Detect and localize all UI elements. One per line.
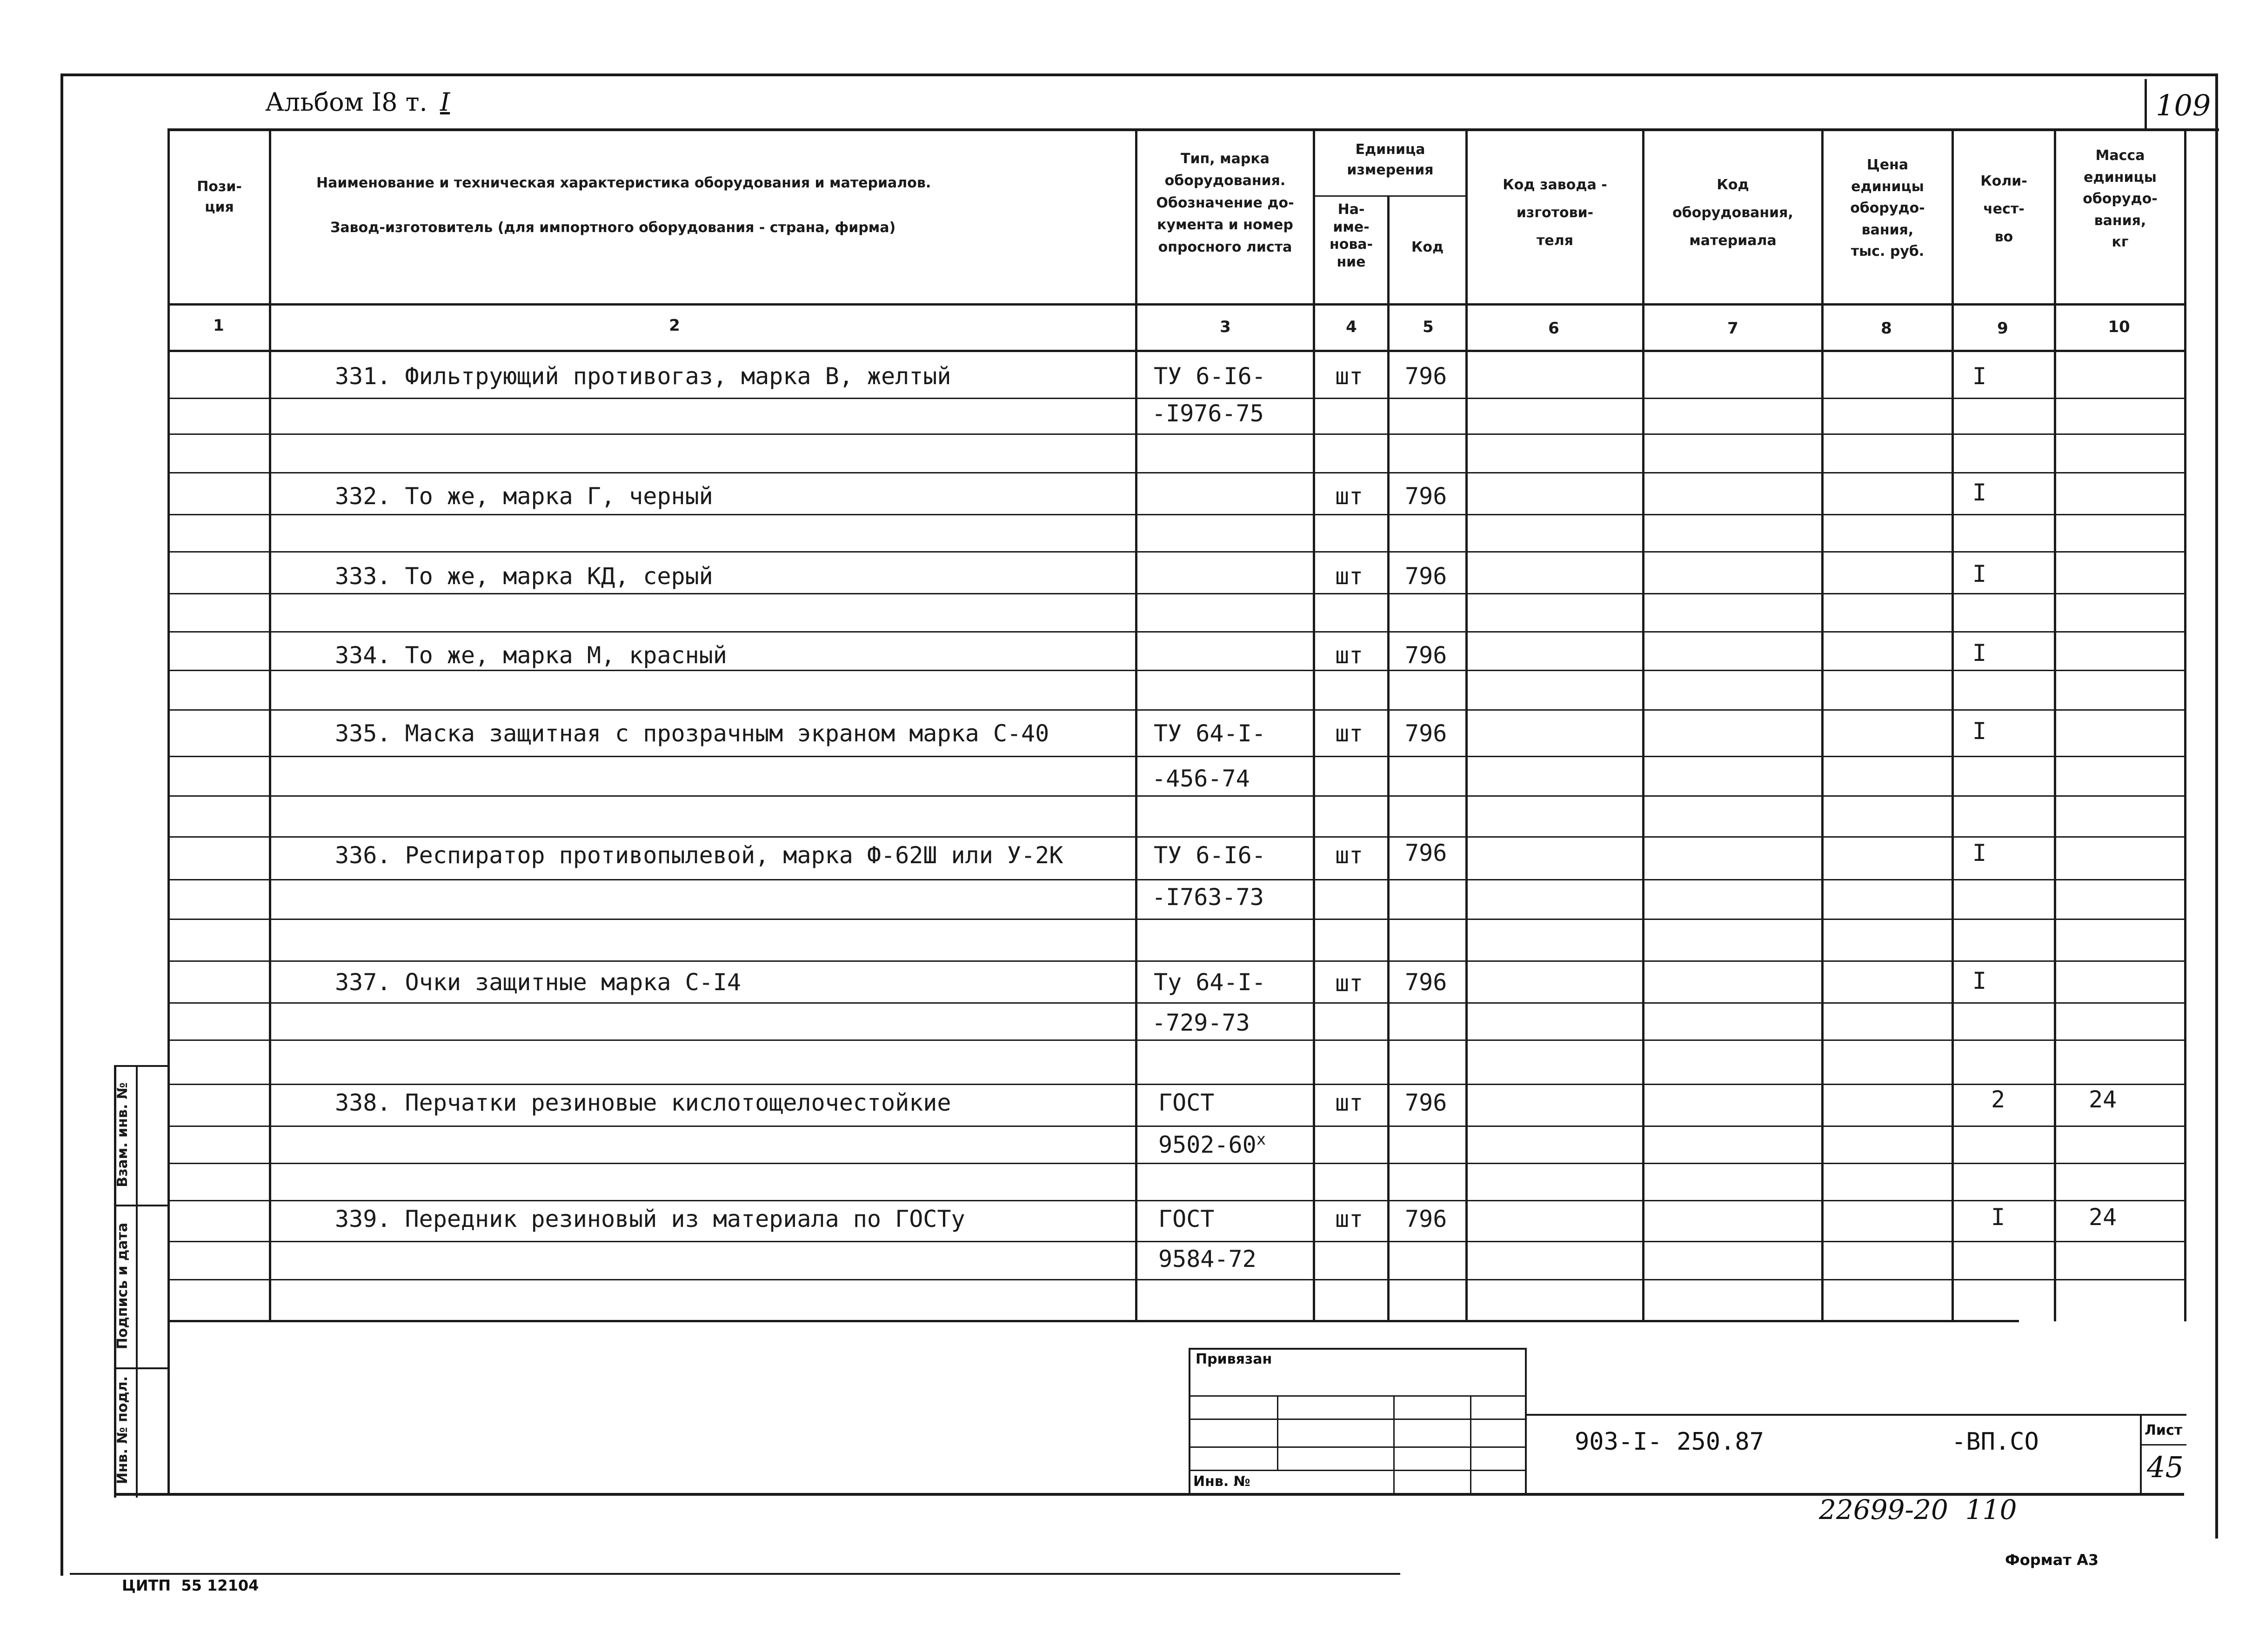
col-line-6 — [1642, 128, 1644, 1321]
col-line-left — [167, 128, 170, 1493]
row-type-line2: -729-73 — [1152, 1009, 1250, 1036]
row-type-line2-sup: х — [1256, 1130, 1266, 1149]
row-code: 796 — [1405, 642, 1447, 669]
col-header-price: Цена единицы оборудо- вания, тыс. руб. — [1850, 157, 1925, 260]
row-line — [167, 1039, 2186, 1041]
row-unit: шт — [1335, 363, 1363, 390]
handwritten-number: 22699-20 110 — [1819, 1494, 2017, 1525]
tb-col3 — [1470, 1395, 1471, 1493]
row-qty: I — [1972, 718, 1987, 745]
row-name: 337. Очки защитные марка С-I4 — [335, 969, 741, 996]
row-type-line1: ТУ 6-I6- — [1154, 842, 1266, 869]
col-number: 9 — [1997, 319, 2008, 338]
row-code: 796 — [1405, 363, 1447, 390]
row-unit: шт — [1335, 970, 1363, 997]
col-header-qty: Коли- чест- во — [1980, 173, 2027, 245]
row-unit: шт — [1335, 842, 1363, 869]
row-line — [167, 919, 2186, 920]
side-stamp-sign-date: Подпись и дата — [114, 1222, 131, 1350]
row-line — [167, 433, 2186, 435]
tb-row4 — [1189, 1470, 1526, 1471]
row-type-line2 — [1158, 1130, 1266, 1159]
row-line — [167, 1126, 2186, 1127]
col-line-9 — [2054, 128, 2056, 1321]
row-name: 333. То же, марка КД, серый — [335, 563, 713, 590]
row-code: 796 — [1405, 839, 1447, 866]
row-code: 796 — [1405, 1206, 1447, 1232]
row-type-line2: -I763-73 — [1152, 884, 1264, 911]
tb-row1 — [1189, 1395, 1526, 1397]
tb-inv-no: Инв. № — [1193, 1473, 1250, 1490]
row-qty: I — [1972, 560, 1987, 587]
col-header-position: Пози- ция — [197, 179, 242, 215]
row-line — [167, 472, 2186, 473]
album-title — [265, 87, 450, 117]
row-unit: шт — [1335, 483, 1363, 510]
row-mass: 24 — [2089, 1086, 2117, 1113]
format-label: Формат А3 — [2005, 1551, 2099, 1569]
row-line — [167, 1084, 2186, 1085]
col-line-10 — [2184, 128, 2186, 1321]
row-name: 331. Фильтрующий противогаз, марка В, желтый — [335, 363, 951, 390]
row-name: 339. Передник резиновый из материала по ГОСТу — [335, 1206, 965, 1232]
row-unit: шт — [1335, 720, 1363, 747]
side-stamp-div1 — [114, 1205, 170, 1206]
numbers-bottom-line — [167, 350, 2186, 352]
tb-left — [1189, 1348, 1190, 1494]
row-type-line1: ТУ 64-I- — [1154, 720, 1266, 747]
col-header-name-line1: Наименование и техническая характеристика оборудования и материалов. — [316, 175, 931, 191]
table-top-line — [167, 128, 2219, 131]
row-qty: I — [1972, 363, 1987, 390]
tb-sheet-label: Лист — [2145, 1422, 2183, 1439]
row-line — [167, 1200, 2186, 1201]
col-header-mass: Масса единицы оборудо- вания, кг — [2083, 147, 2158, 250]
tb-privyazan: Привязан — [1196, 1351, 1272, 1367]
row-line — [167, 836, 2186, 838]
row-code: 796 — [1405, 1089, 1447, 1116]
outer-frame-top — [60, 73, 2217, 76]
col-line-2 — [1135, 128, 1137, 1321]
side-stamp-mid — [136, 1065, 138, 1498]
tb-doc-suffix: -ВП.СО — [1952, 1428, 2039, 1456]
col-line-7 — [1821, 128, 1824, 1321]
row-line — [167, 756, 2186, 757]
col-header-name-line2: Завод-изготовитель (для импортного оборудования - страна, фирма) — [330, 220, 896, 236]
row-type-line2-text: 9502-60 — [1158, 1131, 1256, 1159]
tb-doc-top — [1526, 1414, 2186, 1416]
col-number: 6 — [1548, 319, 1559, 338]
row-name: 335. Маска защитная с прозрачным экраном марка С-40 — [335, 720, 1049, 747]
tb-sheet-number: 45 — [2147, 1450, 2184, 1484]
row-type-line1: ГОСТ — [1158, 1089, 1215, 1116]
row-code: 796 — [1405, 563, 1447, 590]
col-line-1 — [269, 128, 271, 1321]
tb-doc-code: 903-I- 250.87 — [1575, 1428, 1764, 1456]
col-number: 8 — [1881, 319, 1892, 338]
row-name: 338. Перчатки резиновые кислотощелочестойкие — [335, 1089, 951, 1116]
tb-col2 — [1393, 1395, 1395, 1493]
row-unit: шт — [1335, 642, 1363, 669]
col-number: 2 — [669, 316, 680, 335]
row-qty: I — [1972, 479, 1987, 506]
outer-frame-right — [2215, 73, 2218, 1539]
col-number: 3 — [1220, 318, 1231, 336]
row-line — [167, 1279, 2186, 1280]
tb-sheet-split — [2140, 1444, 2186, 1446]
row-qty: I — [1991, 1204, 2005, 1231]
col-line-4 — [1387, 195, 1390, 1321]
row-qty: I — [1972, 967, 1987, 994]
col-header-plant-code: Код завода - изготови- теля — [1503, 177, 1607, 249]
row-type-line2: -I976-75 — [1152, 400, 1264, 427]
row-code: 796 — [1405, 720, 1447, 747]
row-line — [167, 551, 2186, 553]
row-type-line1: ТУ 6-I6- — [1154, 363, 1266, 390]
row-line — [167, 398, 2186, 399]
row-line — [167, 514, 2186, 515]
row-code: 796 — [1405, 483, 1447, 510]
tb-row2 — [1189, 1419, 1526, 1420]
header-bottom-line — [167, 303, 2186, 306]
side-stamp-inv-orig: Инв. № подл. — [114, 1376, 131, 1485]
side-stamp-top — [114, 1065, 170, 1067]
row-line — [167, 1002, 2186, 1004]
row-line — [167, 1163, 2186, 1164]
corner-page-number: 109 — [2156, 88, 2211, 122]
row-type-line2: -456-74 — [1152, 765, 1250, 792]
row-type-line1: ГОСТ — [1158, 1206, 1215, 1232]
row-line — [167, 631, 2186, 633]
album-label: Альбом I8 т. — [265, 87, 428, 117]
publisher-label: ЦИТП 55 12104 — [122, 1577, 259, 1594]
row-unit: шт — [1335, 1089, 1363, 1116]
col-number: 1 — [213, 316, 224, 335]
col-line-8 — [1952, 128, 1954, 1321]
row-name: 334. То же, марка М, красный — [335, 642, 727, 669]
corner-box-left — [2145, 79, 2147, 130]
col-number: 5 — [1423, 318, 1434, 336]
tb-col1 — [1277, 1395, 1278, 1470]
outer-frame-bottom — [70, 1573, 1400, 1575]
tb-sheet-left — [2140, 1414, 2142, 1494]
row-qty: 2 — [1991, 1086, 2005, 1113]
row-line — [167, 795, 2186, 797]
row-line — [167, 670, 2186, 671]
row-mass: 24 — [2089, 1204, 2117, 1231]
col-header-unit: Единица измерения — [1347, 141, 1434, 178]
col-header-equip-code: Код оборудования, материала — [1672, 177, 1793, 249]
col-number: 10 — [2108, 318, 2130, 336]
col-number: 7 — [1727, 319, 1738, 338]
row-line — [167, 1241, 2186, 1242]
row-name: 336. Респиратор противопылевой, марка Ф-62Ш или У-2К — [335, 842, 1063, 869]
row-type-line2: 9584-72 — [1158, 1246, 1256, 1272]
row-unit: шт — [1335, 563, 1363, 590]
side-stamp-vzam: Взам. инв. № — [114, 1082, 131, 1187]
col-line-5 — [1465, 128, 1468, 1321]
row-qty: I — [1972, 839, 1987, 866]
col-number: 4 — [1346, 318, 1357, 336]
row-qty: I — [1972, 639, 1987, 666]
col-header-unit-name: На- име- нова- ние — [1329, 201, 1373, 270]
row-line — [167, 709, 2186, 711]
col-header-type: Тип, марка оборудования. Обозначение до- кумента и номер опросного листа — [1156, 151, 1294, 255]
row-line — [167, 593, 2186, 594]
row-line — [167, 960, 2186, 962]
row-code: 796 — [1405, 969, 1447, 996]
row-line — [167, 879, 2186, 880]
tb-top — [1189, 1348, 1526, 1350]
col-line-3 — [1313, 128, 1315, 1321]
row-type-line1: Ту 64-I- — [1154, 969, 1266, 996]
album-volume: I — [440, 87, 450, 117]
tb-right — [1525, 1348, 1527, 1494]
tb-row3 — [1189, 1446, 1526, 1448]
row-unit: шт — [1335, 1206, 1363, 1232]
col-header-unit-code: Код — [1411, 239, 1444, 255]
row-name: 332. То же, марка Г, черный — [335, 483, 713, 510]
outer-frame-left — [60, 73, 63, 1576]
table-body-bottom-line — [167, 1320, 2019, 1322]
